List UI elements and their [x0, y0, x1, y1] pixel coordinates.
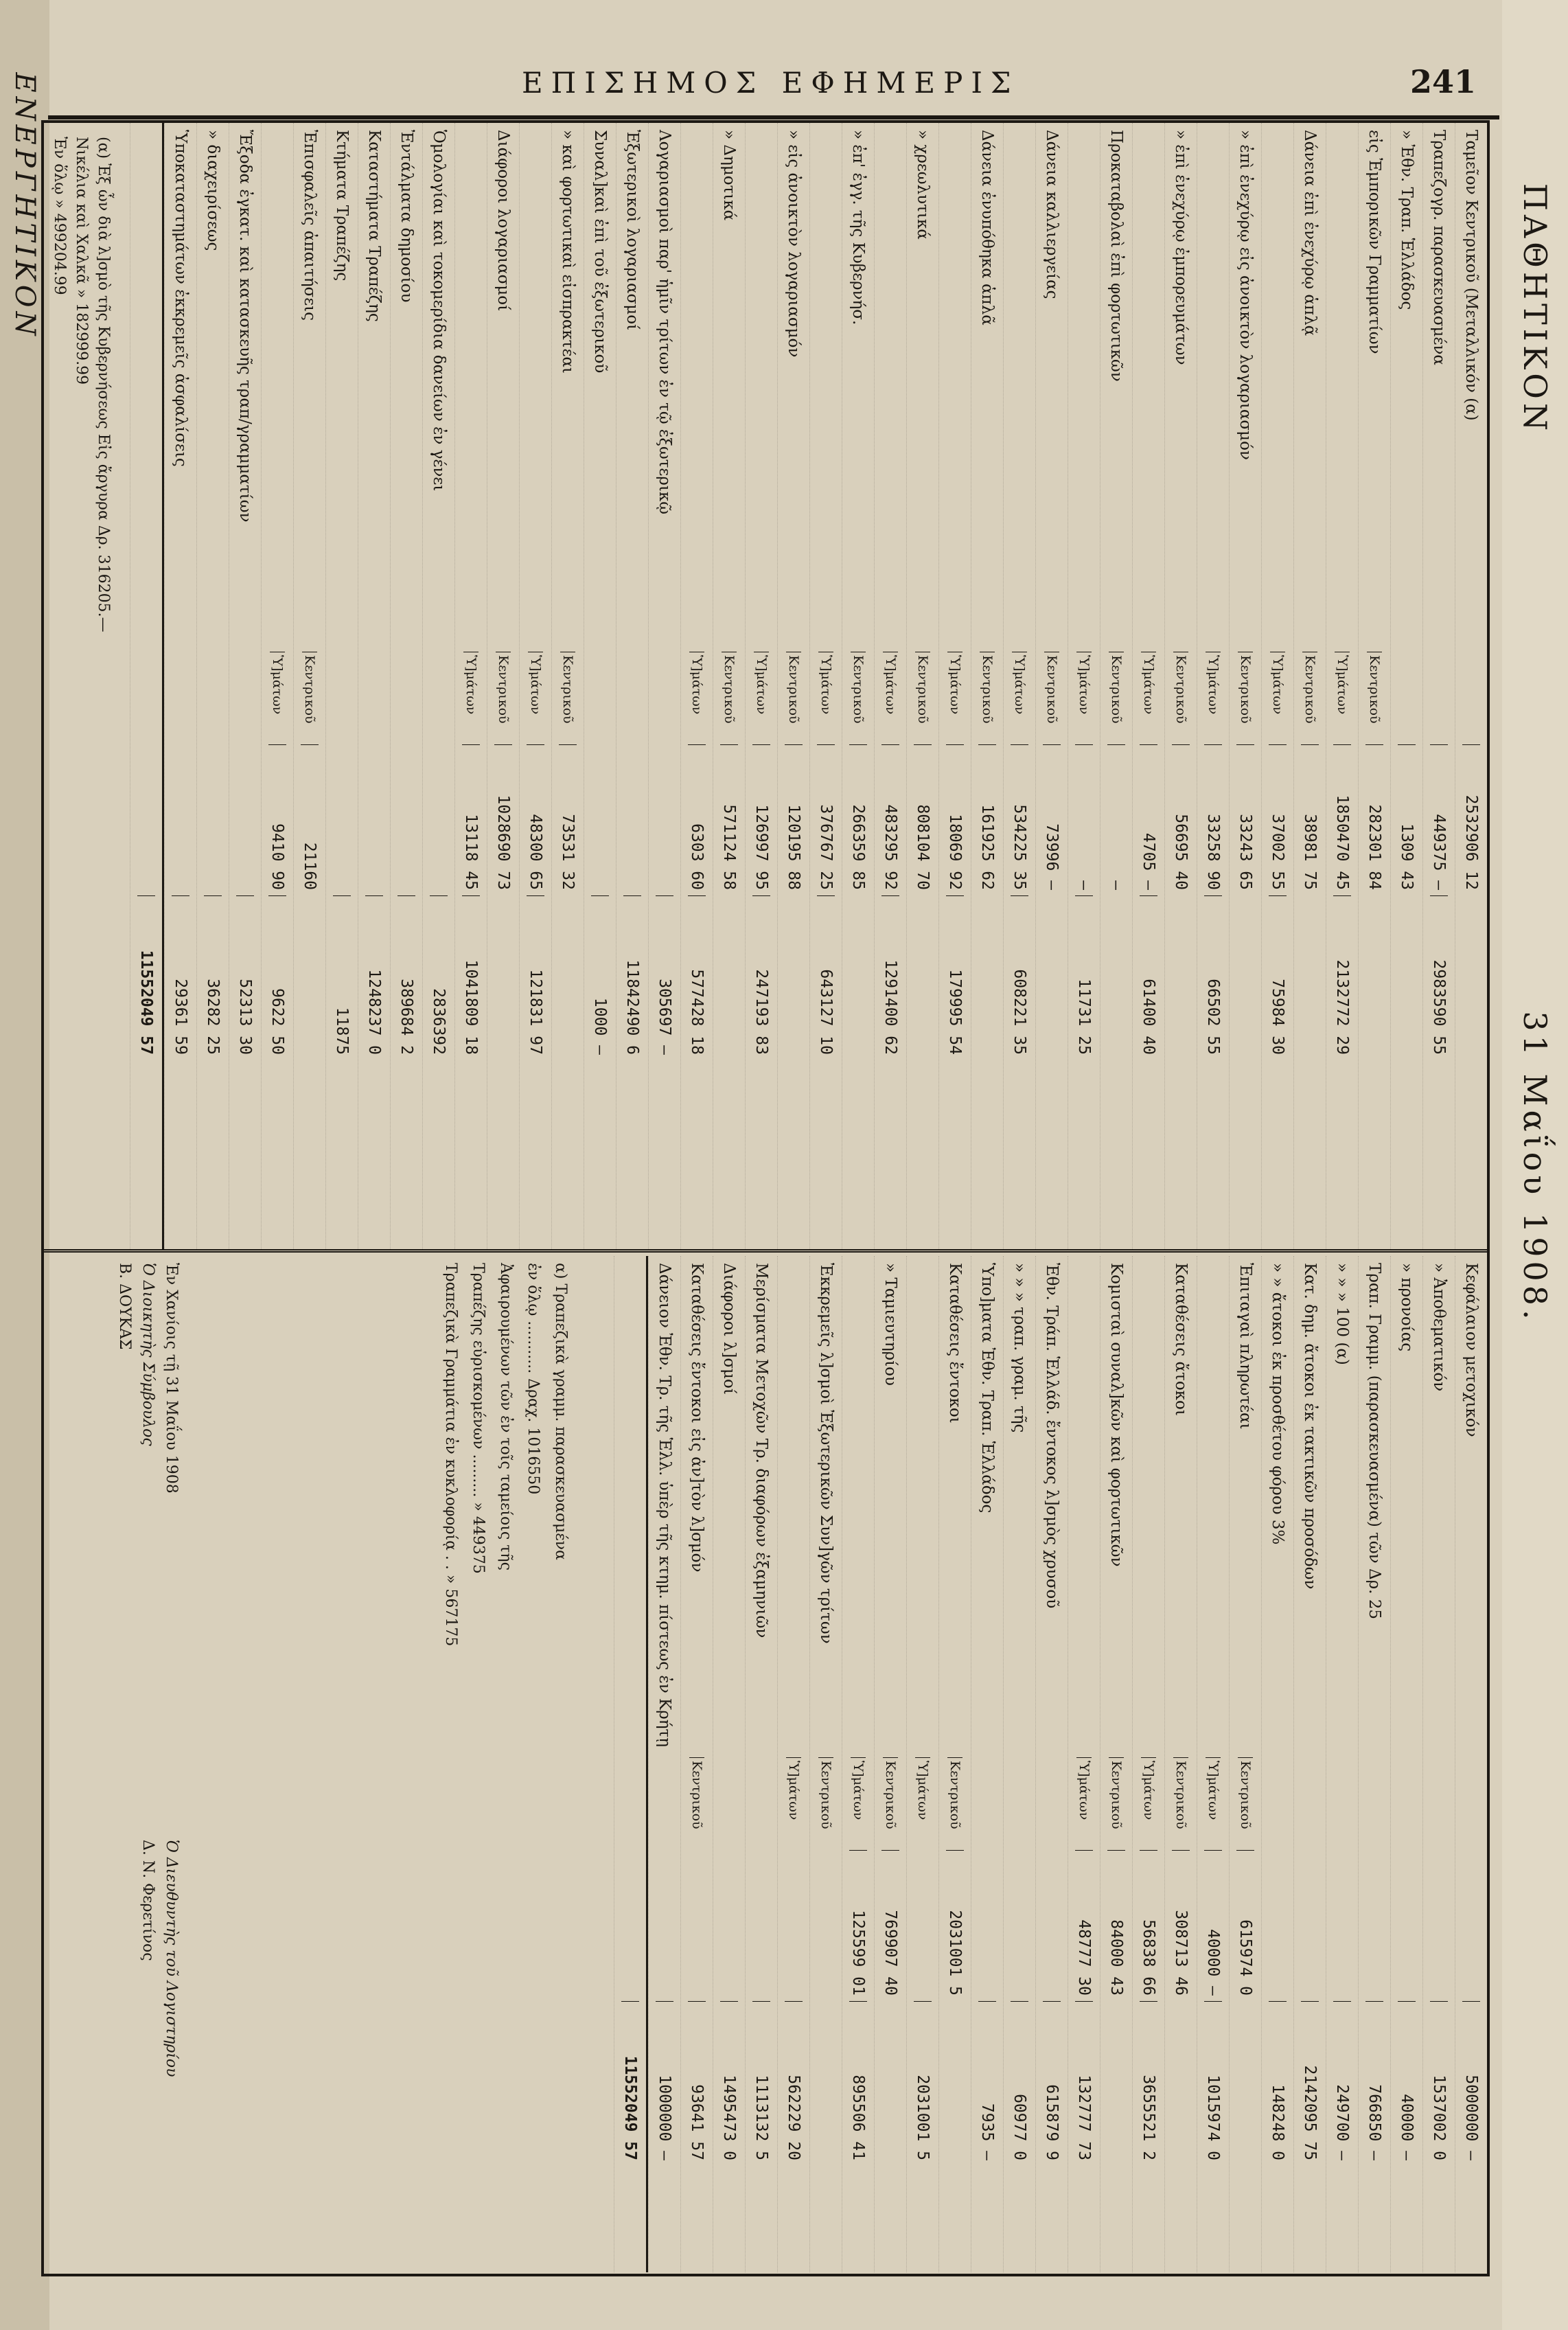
liability-label: » προνοίας — [1398, 1263, 1416, 1352]
asset-subtotal: 2836392 — [430, 895, 448, 1060]
asset-branch: Κεντρικοῦ — [1302, 652, 1317, 744]
asset-subtotal: 179995 54 — [946, 895, 964, 1060]
asset-subtotal: 75984 30 — [1269, 895, 1287, 1060]
assets-column — [44, 123, 1487, 1253]
liability-label: Κεφάλαιον μετοχικόν — [1462, 1263, 1480, 1437]
asset-amount: 13118 45 — [462, 744, 480, 895]
liability-row — [648, 1256, 680, 2272]
liability-branch: Ὑ]μάτων — [1141, 1757, 1156, 1850]
liability-row — [680, 1256, 713, 2272]
asset-amount: 282301 84 — [1365, 744, 1383, 895]
asset-label: Δάνεια καλλιεργείας — [1043, 130, 1061, 299]
footnote-line: (α) Ἐξ ὧν διὰ λ]σμὸ τῆς Κυβερνήσεως Εἰς ἄργυρα Δρ. 316205.— — [95, 137, 112, 632]
asset-row — [454, 123, 487, 1249]
asset-subtotal: 29361 59 — [172, 895, 189, 1060]
asset-amount: 73531 32 — [559, 744, 577, 895]
liability-row — [1035, 1256, 1068, 2272]
liability-label: » » ἄτοκοι ἐκ προσθέτου φόρου 3% — [1269, 1263, 1287, 1545]
liability-subtotal: 1015974 0 — [1204, 2001, 1222, 2166]
asset-row — [777, 123, 809, 1249]
asset-row — [1422, 123, 1455, 1249]
asset-branch: Κεντρικοῦ — [1109, 652, 1124, 744]
asset-label: Ἐπισφαλεῖς ἀπαιτήσεις — [301, 130, 319, 321]
liability-subtotal: 1000000 — — [656, 2001, 673, 2166]
asset-amount: 73996 — — [1043, 744, 1061, 895]
asset-label: » ἐπὶ ἐνεχύρῳ ἐμπορευμάτων — [1172, 130, 1190, 365]
asset-amount: 1309 43 — [1398, 744, 1416, 895]
liability-label: Ὑπο]ματα Ἐθν. Τραπ. Ἑλλάδος — [978, 1263, 996, 1514]
asset-branch: Ὑ]μάτων — [463, 652, 479, 744]
asset-subtotal: 577428 18 — [688, 895, 706, 1060]
asset-branch: Ὑ]μάτων — [1270, 652, 1285, 744]
asset-row — [1390, 123, 1422, 1249]
asset-row — [551, 123, 584, 1249]
asset-row — [1068, 123, 1100, 1249]
asset-branch: Ὑ]μάτων — [1012, 652, 1027, 744]
liability-branch: Ὑ]μάτων — [1076, 1757, 1092, 1850]
asset-label: » Ἐθν. Τραπ. Ἑλλάδος — [1398, 130, 1416, 310]
asset-row — [196, 123, 229, 1249]
liability-row — [906, 1256, 938, 2272]
liability-subtotal: 3655521 2 — [1140, 2001, 1157, 2166]
asset-branch: Κεντρικοῦ — [302, 652, 317, 744]
asset-subtotal: 61400 40 — [1140, 895, 1157, 1060]
liability-row — [777, 1256, 809, 2272]
place-date: Ἐν Χανίοις τῇ 31 Μαΐου 1908 — [163, 1263, 180, 1494]
asset-label: » καὶ φορτωτικαὶ εἰσπρακτέαι — [559, 130, 577, 374]
asset-amount: 18069 92 — [946, 744, 964, 895]
liability-row — [1422, 1256, 1455, 2272]
asset-amount: 266359 85 — [849, 744, 867, 895]
liability-row — [874, 1256, 906, 2272]
liability-label: Κατ. δημ. ἄτοκοι ἐκ τακτικῶν προσόδων — [1301, 1263, 1319, 1590]
liability-label: Τραπ. Γραμμ. (παρασκευασμένα) τῶν Δρ. 25 — [1365, 1263, 1383, 1619]
asset-row — [616, 123, 648, 1249]
asset-branch: Κεντρικοῦ — [1173, 652, 1188, 744]
signature-center — [113, 1263, 183, 1494]
liability-amount: 615974 0 — [1236, 1850, 1254, 2001]
liability-row — [1003, 1256, 1035, 2272]
asset-row — [842, 123, 874, 1249]
signer-name: Β. ΔΟΥΚΑΣ — [116, 1263, 133, 1350]
currency-note-line: Ἀφαιρουμένων τῶν ἐν τοῖς ταμείοις τῆς — [497, 1263, 514, 1571]
asset-row — [164, 123, 196, 1249]
liability-subtotal: 60977 0 — [1011, 2001, 1028, 2166]
asset-branch: Κεντρικοῦ — [1044, 652, 1059, 744]
asset-amount: 808104 70 — [914, 744, 932, 895]
asset-branch: Κεντρικοῦ — [980, 652, 995, 744]
liability-subtotal: 7935 — — [978, 2001, 996, 2166]
liability-label: Μερίσματα Μετοχῶν Τρ. διαφόρων ἐξαμηνιῶν — [752, 1263, 770, 1638]
right-edge-date: 31 Μαΐου 1908. — [1517, 1011, 1554, 1324]
asset-row — [713, 123, 745, 1249]
liability-branch: Κεντρικοῦ — [1109, 1757, 1124, 1850]
liability-amount: 56838 66 — [1140, 1850, 1157, 2001]
asset-amount: 6303 60 — [688, 744, 706, 895]
asset-subtotal: 2132772 29 — [1333, 895, 1351, 1060]
liability-row — [745, 1256, 777, 2272]
currency-note-box — [437, 1263, 574, 1646]
liability-row — [1100, 1256, 1132, 2272]
asset-row — [390, 123, 422, 1249]
asset-row — [809, 123, 842, 1249]
asset-row — [293, 123, 325, 1249]
asset-row — [358, 123, 390, 1249]
asset-label: Διάφοροι λογαριασμοί — [494, 130, 512, 312]
asset-label: » Δημοτικά — [720, 130, 738, 221]
asset-row — [1003, 123, 1035, 1249]
asset-subtotal: 52313 30 — [236, 895, 254, 1060]
liability-branch: Ὑ]μάτων — [851, 1757, 866, 1850]
asset-branch: Κεντρικοῦ — [1238, 652, 1253, 744]
liability-branch: Κεντρικοῦ — [818, 1757, 833, 1850]
asset-row — [1358, 123, 1390, 1249]
liability-row — [1229, 1256, 1261, 2272]
asset-row — [1132, 123, 1164, 1249]
liability-label: Ἐκκρεμεῖς λ]σμοὶ Ἐξωτερικῶν Συν]γῶν τρίτων — [817, 1263, 835, 1644]
asset-label: Προκαταβολαὶ ἐπὶ φορτωτικῶν — [1107, 130, 1125, 382]
liability-row — [1068, 1256, 1100, 2272]
asset-amount: 376767 25 — [817, 744, 835, 895]
asset-row — [1293, 123, 1326, 1249]
asset-subtotal: 11842490 6 — [623, 895, 641, 1060]
asset-branch: Ὑ]μάτων — [1141, 652, 1156, 744]
asset-amount: 534225 35 — [1011, 744, 1028, 895]
liability-subtotal: 148248 0 — [1269, 2001, 1287, 2166]
liability-amount: 125599 01 — [849, 1850, 867, 2001]
balance-sheet-frame — [41, 120, 1503, 2290]
liability-label: Καταθέσεις ἔντοκοι εἰς ἀν]τὸν λ]σμόν — [688, 1263, 706, 1573]
liability-branch: Κεντρικοῦ — [947, 1757, 962, 1850]
footer-note — [48, 137, 114, 632]
asset-row — [229, 123, 261, 1249]
asset-amount: 33243 65 — [1236, 744, 1254, 895]
liability-branch: Κεντρικοῦ — [1238, 1757, 1253, 1850]
asset-label: Ὑποκαταστημάτων ἐκκρεμεῖς ἀσφαλίσεις — [172, 130, 189, 467]
liability-amount: 769907 40 — [881, 1850, 899, 2001]
liability-row — [1132, 1256, 1164, 2272]
asset-branch: Κεντρικοῦ — [915, 652, 930, 744]
balance-sheet-table — [41, 120, 1490, 2276]
header-rule — [48, 115, 1499, 119]
asset-amount: — — [1075, 744, 1093, 895]
asset-branch: Κεντρικοῦ — [722, 652, 737, 744]
asset-label: Δάνεια ἐνυπόθηκα ἁπλᾶ — [978, 130, 996, 325]
asset-branch: Κεντρικοῦ — [560, 652, 575, 744]
asset-subtotal: 643127 10 — [817, 895, 835, 1060]
liability-subtotal: 895506 41 — [849, 2001, 867, 2166]
asset-amount: 37002 55 — [1269, 744, 1287, 895]
asset-amount: 126997 95 — [752, 744, 770, 895]
asset-label: » διαχειρίσεως — [204, 130, 222, 251]
asset-branch: Κεντρικοῦ — [496, 652, 511, 744]
asset-total: 11552049 57 — [137, 895, 155, 1060]
asset-branch: Ὑ]μάτων — [270, 652, 285, 744]
asset-amount: 21160 — [301, 744, 319, 895]
currency-note-line: Τραπεζικὰ Γραμμάτια ἐν κυκλοφορίᾳ . . » 567175 — [442, 1263, 459, 1647]
signer-title: Ὁ Διευθυντὴς τοῦ Λογιστηρίου — [163, 1840, 180, 2077]
liability-amount: 84000 43 — [1107, 1850, 1125, 2001]
asset-subtotal: 247193 83 — [752, 895, 770, 1060]
asset-row — [1261, 123, 1293, 1249]
liability-label: Καταθέσεις ἔντοκοι — [946, 1263, 964, 1424]
asset-amount: 48300 65 — [527, 744, 544, 895]
asset-amount: — — [1107, 744, 1125, 895]
liability-row — [1293, 1256, 1326, 2272]
asset-branch: Κεντρικοῦ — [1367, 652, 1382, 744]
asset-label: Λογαριασμοὶ παρ' ἡμῖν τρίτων ἐν τῷ ἐξωτερικῷ — [656, 130, 673, 515]
asset-row — [1455, 123, 1487, 1249]
page-number: 241 — [1409, 63, 1476, 100]
asset-label: Ἐξωτερικοὶ λογαριασμοί — [623, 130, 641, 331]
asset-subtotal: 608221 35 — [1011, 895, 1028, 1060]
liability-row — [1390, 1256, 1422, 2272]
liability-subtotal: 1537002 0 — [1430, 2001, 1448, 2166]
journal-title: ΕΠΙΣΗΜΟΣ ΕΦΗΜΕΡΙΣ — [522, 66, 1019, 100]
currency-note-line: Τραπέζης εὑρισκομένων ......... » 449375 — [470, 1263, 487, 1574]
asset-branch: Ὑ]μάτων — [947, 652, 962, 744]
liability-subtotal: 562229 20 — [785, 2001, 803, 2166]
asset-label: Τραπεζογρ. παρασκευασμένα — [1430, 130, 1448, 365]
asset-row — [261, 123, 293, 1249]
liability-label: » Ταμιευτηρίου — [881, 1263, 899, 1386]
asset-total-row — [130, 123, 164, 1249]
liability-subtotal: 40000 — — [1398, 2001, 1416, 2166]
asset-amount: 161925 62 — [978, 744, 996, 895]
liabilities-column — [44, 1256, 1487, 2272]
asset-subtotal: 305697 — — [656, 895, 673, 1060]
liability-branch: Κεντρικοῦ — [1173, 1757, 1188, 1850]
asset-branch: Ὑ]μάτων — [883, 652, 898, 744]
asset-amount: 2532906 12 — [1462, 744, 1480, 895]
right-edge-strip — [1502, 0, 1568, 2330]
liability-subtotal: 615879 9 — [1043, 2001, 1061, 2166]
signer-name: Δ. Ν. Φερετίνος — [139, 1840, 157, 1961]
asset-branch: Κεντρικοῦ — [851, 652, 866, 744]
asset-amount: 4705 — — [1140, 744, 1157, 895]
asset-branch: Κεντρικοῦ — [786, 652, 801, 744]
asset-label: » εἰς ἀνοικτὸν λογαριασμόν — [785, 130, 803, 358]
asset-branch: Ὑ]μάτων — [689, 652, 704, 744]
asset-label: » χρεωλυτικά — [914, 130, 932, 240]
currency-note-line: α) Τραπεζικὰ γραμμ. παρασκευασμένα — [552, 1263, 569, 1560]
liability-row — [1326, 1256, 1358, 2272]
liability-row — [1261, 1256, 1293, 2272]
asset-label: Ἐντάλματα δημοσίου — [397, 130, 415, 303]
liability-row — [842, 1256, 874, 2272]
liability-label: » » » 100 (α) — [1333, 1263, 1351, 1365]
liability-branch: Κεντρικοῦ — [883, 1757, 898, 1850]
asset-amount: 1850470 45 — [1333, 744, 1351, 895]
asset-row — [1197, 123, 1229, 1249]
liability-branch: Ὑ]μάτων — [1206, 1757, 1221, 1850]
liability-row — [971, 1256, 1003, 2272]
asset-subtotal: 66502 55 — [1204, 895, 1222, 1060]
liability-row — [1164, 1256, 1197, 2272]
liability-label: Καταθέσεις ἄτοκοι — [1172, 1263, 1190, 1416]
liability-subtotal: 2031001 5 — [914, 2001, 932, 2166]
asset-row — [938, 123, 971, 1249]
liability-row — [809, 1256, 842, 2272]
currency-note-line: ἐν ὅλῳ ........... Δραχ. 1016550 — [524, 1263, 542, 1495]
asset-subtotal: 1000 — — [591, 895, 609, 1060]
liability-label: Διάφοροι λ]σμοί — [720, 1263, 738, 1395]
asset-subtotal: 389684 2 — [397, 895, 415, 1060]
asset-row — [1229, 123, 1261, 1249]
asset-row — [1326, 123, 1358, 1249]
liability-row — [1455, 1256, 1487, 2272]
asset-subtotal: 1248237 0 — [365, 895, 383, 1060]
asset-amount: 483295 92 — [881, 744, 899, 895]
asset-subtotal: 36282 25 — [204, 895, 222, 1060]
asset-branch: Ὑ]μάτων — [528, 652, 543, 744]
asset-label: Κτήματα Τραπέζης — [333, 130, 351, 282]
asset-subtotal: 1041809 18 — [462, 895, 480, 1060]
liability-subtotal: 5000000 — — [1462, 2001, 1480, 2166]
asset-branch: Ὑ]μάτων — [754, 652, 769, 744]
liability-amount: 48777 30 — [1075, 1850, 1093, 2001]
signer-title: Ὁ Διοικητὴς Σύμβουλος — [139, 1263, 157, 1446]
asset-amount: 571124 58 — [720, 744, 738, 895]
liability-total-row — [614, 1256, 648, 2272]
liability-subtotal: 132777 73 — [1075, 2001, 1093, 2166]
asset-row — [584, 123, 616, 1249]
liability-branch: Ὑ]μάτων — [915, 1757, 930, 1850]
asset-label: Ὁμολογίαι καὶ τοκομερίδια δανείων ἐν γένει — [430, 130, 448, 492]
asset-label: Δάνεια ἐπὶ ἐνεχύρῳ ἁπλᾷ — [1301, 130, 1319, 336]
asset-branch: Ὑ]μάτων — [1076, 652, 1092, 744]
liability-subtotal: 93641 57 — [688, 2001, 706, 2166]
liability-row — [713, 1256, 745, 2272]
asset-row — [519, 123, 551, 1249]
page-header — [41, 0, 1503, 117]
liability-amount: 40000 — — [1204, 1850, 1222, 2001]
right-edge-label: ΠΑΘΗΤΙΚΟΝ — [1517, 183, 1554, 435]
asset-label: » ἐπὶ ἐνεχύρῳ εἰς ἀνοικτὸν λογαριασμόν — [1236, 130, 1254, 460]
asset-amount: 120195 88 — [785, 744, 803, 895]
liability-row — [938, 1256, 971, 2272]
asset-label: Ταμεῖον Κεντρικοῦ (Μεταλλικόν (α) — [1462, 130, 1480, 421]
footnote-line: Νικέλια καὶ Χαλκᾶ » 182999.99 — [73, 137, 90, 385]
asset-amount: 33258 90 — [1204, 744, 1222, 895]
asset-row — [680, 123, 713, 1249]
asset-label: » ἐπ' ἐγγ. τῆς Κυβερνήσ. — [849, 130, 867, 325]
liability-subtotal: 249700 — — [1333, 2001, 1351, 2166]
signature-right — [136, 1840, 183, 2077]
asset-row — [648, 123, 680, 1249]
asset-row — [745, 123, 777, 1249]
asset-row — [1035, 123, 1068, 1249]
asset-row — [325, 123, 358, 1249]
liability-subtotal: 766850 — — [1365, 2001, 1383, 2166]
asset-amount: 9410 90 — [268, 744, 286, 895]
asset-label: εἰς Ἐμπορικῶν Γραμματίων — [1365, 130, 1383, 354]
asset-branch: Ὑ]μάτων — [818, 652, 833, 744]
liability-label: Δάνειον Ἐθν. Τρ. τῆς Ἑλλ. ὑπὲρ τῆς κτημ. πίστεως ἐν Κρήτῃ — [656, 1263, 673, 1748]
liability-branch: Ὑ]μάτων — [786, 1757, 801, 1850]
liability-label: » Ἀποθεματικόν — [1430, 1263, 1448, 1392]
liability-total: 11552049 57 — [621, 2001, 639, 2166]
asset-branch: Ὑ]μάτων — [1206, 652, 1221, 744]
asset-amount: 56695 40 — [1172, 744, 1190, 895]
liability-subtotal: 2142095 75 — [1301, 2001, 1319, 2166]
asset-row — [422, 123, 454, 1249]
asset-row — [874, 123, 906, 1249]
liability-subtotal: 1495473 0 — [720, 2001, 738, 2166]
asset-row — [1100, 123, 1132, 1249]
liability-label: Ἐθν. Τράπ. Ἑλλάδ. ἔντοκος λ]σμὸς χρυσοῦ — [1043, 1263, 1061, 1609]
asset-subtotal: 9622 50 — [268, 895, 286, 1060]
asset-row — [906, 123, 938, 1249]
asset-row — [487, 123, 519, 1249]
asset-label: Καταστήματα Τραπέζης — [365, 130, 383, 322]
footnote-line: Ἐν ὅλῳ » 499204.99 — [51, 137, 68, 295]
liability-label: Κομισταὶ συναλ]κῶν καὶ φορτωτικῶν — [1107, 1263, 1125, 1567]
asset-label: Συναλ]καὶ ἐπὶ τοῦ ἐξωτερικοῦ — [591, 130, 609, 374]
liability-label: Ἐπιταγαὶ πληρωτέαι — [1236, 1263, 1254, 1430]
asset-amount: 1028690 73 — [494, 744, 512, 895]
liability-branch: Κεντρικοῦ — [689, 1757, 704, 1850]
asset-subtotal: 11731 25 — [1075, 895, 1093, 1060]
asset-row — [971, 123, 1003, 1249]
left-edge-label: ΕΝΕΡΓΗΤΙΚΟΝ — [9, 72, 41, 340]
asset-subtotal: 1291400 62 — [881, 895, 899, 1060]
liability-amount: 2031001 5 — [946, 1850, 964, 2001]
asset-subtotal: 11875 — [333, 895, 351, 1060]
liability-subtotal: 1113132 5 — [752, 2001, 770, 2166]
liability-row — [1358, 1256, 1390, 2272]
asset-subtotal: 121831 97 — [527, 895, 544, 1060]
liability-label: » » » τραπ. γραμ. τῆς — [1011, 1263, 1028, 1433]
asset-amount: 449375 — — [1430, 744, 1448, 895]
liability-amount: 308713 46 — [1172, 1850, 1190, 2001]
asset-row — [1164, 123, 1197, 1249]
asset-branch: Ὑ]μάτων — [1335, 652, 1350, 744]
liability-row — [1197, 1256, 1229, 2272]
asset-subtotal: 2983590 55 — [1430, 895, 1448, 1060]
asset-amount: 38981 75 — [1301, 744, 1319, 895]
asset-label: Ἔξοδα ἐγκατ. καὶ κατασκευῆς τραπ/γραμματίων — [236, 130, 254, 523]
